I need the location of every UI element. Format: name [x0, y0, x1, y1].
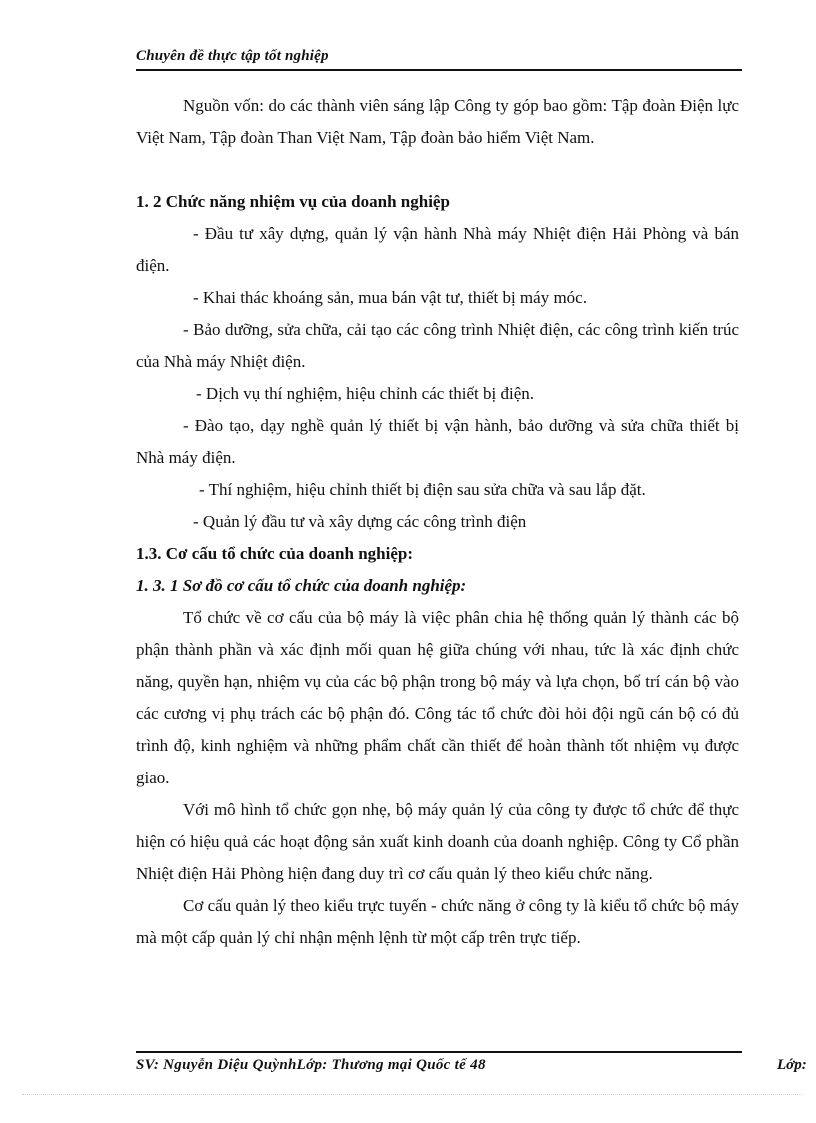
paragraph-funding-source: Nguồn vốn: do các thành viên sáng lập Công ty góp bao gồm: Tập đoàn Điện lực Việt Nam, Tập đoàn Than Việt Nam, Tập đoàn bảo hiểm Việt Nam. [136, 96, 739, 147]
list-item: - Dịch vụ thí nghiệm, hiệu chỉnh các thiết bị điện. [196, 384, 535, 403]
subsection-heading-1-3-1: 1. 3. 1 Sơ đồ cơ cấu tổ chức của doanh nghiệp: [136, 576, 467, 595]
footer-class-label: Lớp: [777, 1057, 807, 1073]
paragraph-model: Với mô hình tổ chức gọn nhẹ, bộ máy quản lý của công ty được tổ chức để thực hiện có hiệu quả các hoạt động sản xuất kinh doanh của doanh nghiệp. Công ty Cổ phần Nhiệt điện Hải Phòng hiện đang duy trì cơ cấu quản lý theo kiểu chức năng. [136, 800, 739, 883]
section-heading-1-3: 1.3. Cơ cấu tổ chức của doanh nghiệp: [136, 544, 414, 563]
page-header: Chuyên đề thực tập tốt nghiệp [136, 48, 329, 64]
spacer [136, 154, 739, 186]
list-item: - Đào tạo, dạy nghề quản lý thiết bị vận hành, bảo dưỡng và sửa chữa thiết bị Nhà máy điện. [136, 416, 739, 467]
list-item: - Thí nghiệm, hiệu chỉnh thiết bị điện sau sửa chữa và sau lắp đặt. [199, 480, 646, 499]
list-item: - Khai thác khoáng sản, mua bán vật tư, thiết bị máy móc. [193, 288, 587, 307]
paragraph-structure: Cơ cấu quản lý theo kiểu trực tuyến - chức năng ở công ty là kiểu tổ chức bộ máy mà một cấp quản lý chỉ nhận mệnh lệnh từ một cấp trên trực tiếp. [136, 896, 739, 947]
page-footer: SV: Nguyễn Diệu QuỳnhLớp: Thương mại Quốc tế 48 [136, 1057, 486, 1073]
header-rule [136, 69, 742, 71]
page-bottom-border [22, 1094, 802, 1095]
list-item: - Đầu tư xây dựng, quản lý vận hành Nhà máy Nhiệt điện Hải Phòng và bán điện. [136, 224, 739, 275]
document-body [136, 90, 739, 954]
list-item: - Bảo dưỡng, sửa chữa, cải tạo các công trình Nhiệt điện, các công trình kiến trúc của Nhà máy Nhiệt điện. [136, 320, 739, 371]
list-item: - Quản lý đầu tư và xây dựng các công trình điện [193, 512, 527, 531]
paragraph-organization: Tổ chức về cơ cấu của bộ máy là việc phân chia hệ thống quản lý thành các bộ phận thành phần và xác định mối quan hệ giữa chúng với nhau, tức là xác định chức năng, quyền hạn, nhiệm vụ của các bộ phận trong bộ máy và lựa chọn, bố trí cán bộ vào các cương vị phụ trách các bộ phận đó. Công tác tổ chức đòi hỏi đội ngũ cán bộ có đủ trình độ, kinh nghiệm và những phẩm chất cần thiết để hoàn thành tốt nhiệm vụ được giao. [136, 608, 739, 787]
section-heading-1-2: 1. 2 Chức năng nhiệm vụ của doanh nghiệp [136, 192, 450, 211]
footer-rule [136, 1051, 742, 1053]
